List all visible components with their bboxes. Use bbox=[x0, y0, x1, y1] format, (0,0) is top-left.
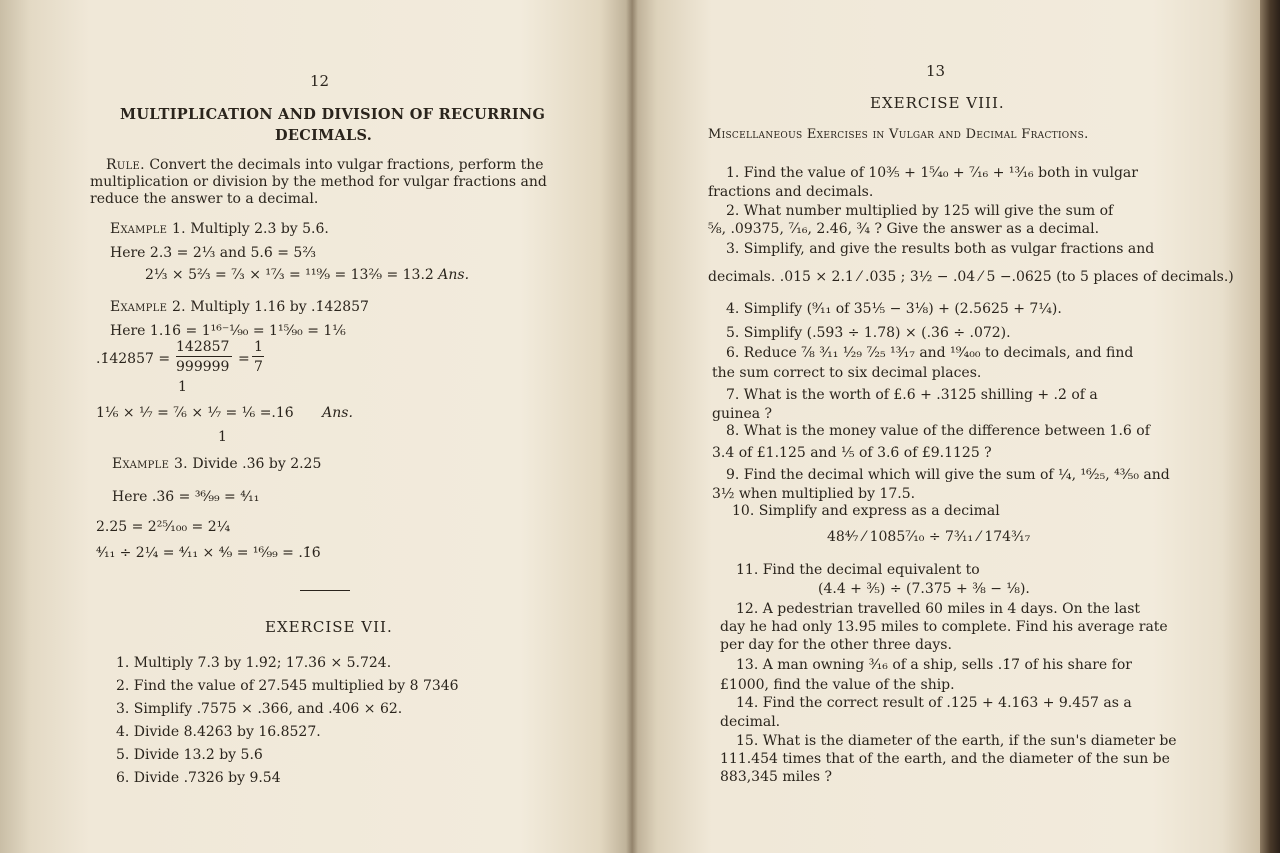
example2-equals: = bbox=[238, 351, 250, 367]
exercise-vii-item: 3. Simplify .7̇57̇5 × .36̇6, and .40̇6 × 62. bbox=[116, 701, 403, 717]
exercise-viii-line: 5. Simplify (.593̇ ÷ 1.78) × (.3̇6̇ ÷ .072). bbox=[726, 325, 1011, 341]
example1-line2 bbox=[145, 266, 469, 284]
example2-heading bbox=[110, 298, 369, 316]
exercise-viii-line: 111.454 times that of the earth, and the diameter of the sun be bbox=[720, 751, 1170, 767]
exercise-viii-line: fractions and decimals. bbox=[708, 184, 874, 200]
exercise-viii-line: 3½ when multiplied by 17.5. bbox=[712, 486, 916, 502]
example3-label: Example 3. bbox=[112, 456, 188, 472]
example2-label: Example 2. bbox=[110, 299, 186, 315]
example3-line2: 2.25 = 2²⁵⁄₁₀₀ = 2¼ bbox=[96, 519, 231, 535]
exercise-viii-line: 7. What is the worth of £.6 + .3125 shilling + .2̇ of a bbox=[726, 387, 1098, 403]
exercise-viii-line: 2. What number multiplied by 125 will give the sum of bbox=[726, 203, 1114, 219]
section-title-line2: DECIMALS. bbox=[275, 127, 373, 144]
exercise-viii-line: decimals. .015 × 2.1 ⁄ .035 ; 3½ − .04 ⁄ 5 −.0625 (to 5 places of decimals.) bbox=[708, 269, 1234, 285]
exercise-viii-line: 13. A man owning ³⁄₁₆ of a ship, sells .1̇7̇ of his share for bbox=[736, 657, 1132, 673]
exercise-viii-line: ⅝, .09375, ⁷⁄₁₆, 2.46, ¾ ? Give the answer as a decimal. bbox=[708, 221, 1100, 237]
exercise-viii-line: 11. Find the decimal equivalent to bbox=[736, 562, 980, 578]
example3-text: Divide .3̇6̇ by 2.25 bbox=[192, 456, 322, 472]
rule-line-2: multiplication or division by the method for vulgar fractions and bbox=[90, 174, 547, 190]
exercise-viii-line: (4.4 + ⅗) ÷ (7.375 + ⅜ − ⅛). bbox=[818, 581, 1030, 597]
exercise-viii-line: 9. Find the decimal which will give the sum of ¼, ¹⁶⁄₂₅, ⁴³⁄₅₀ and bbox=[726, 467, 1170, 483]
exercise-viii-line: 8. What is the money value of the difference between 1.6 of bbox=[726, 423, 1150, 439]
example1-ans: Ans. bbox=[438, 267, 470, 283]
exercise-viii-line: the sum correct to six decimal places. bbox=[712, 365, 982, 381]
exercise-vii-item: 2. Find the value of 27.54̇5̇ multiplied by 8 734̇6̇ bbox=[116, 678, 459, 694]
exercise-viii-line: 4. Simplify (⁹⁄₁₁ of 35⅕ − 3⅛) + (2.5625 + 7¼). bbox=[726, 301, 1062, 317]
exercise-viii-line: 1. Find the value of 10⅗ + 1⁵⁄₄₀ + ⁷⁄₁₆ + ¹³⁄₁₆ both in vulgar bbox=[726, 165, 1138, 181]
exercise-viii-line: 3.4 of £1.125 and ⅕ of 3.6̇ of £9.1125 ? bbox=[712, 445, 992, 461]
example2-text: Multiply 1.16̇ by .1̇42857̇ bbox=[190, 299, 369, 315]
example3-line1: Here .3̇6̇ = ³⁶⁄₉₉ = ⁴⁄₁₁ bbox=[112, 489, 260, 505]
exercise-viii-line: per day for the other three days. bbox=[720, 637, 952, 653]
example1-label: Example 1. bbox=[110, 221, 186, 237]
exercise-viii-line: 883,345 miles ? bbox=[720, 769, 832, 785]
example1-line1: Here 2.3̇ = 2⅓ and 5.6̇ = 5⅔ bbox=[110, 245, 316, 261]
exercise-vii-item: 6. Divide .73̇2̇6 by 9.5̇4̇ bbox=[116, 770, 281, 786]
book-edge bbox=[1260, 0, 1280, 853]
exercise-vii-item: 1. Multiply 7.3̇ by 1.9̇2̇; 17.3̇6 × 5.72̇4. bbox=[116, 655, 392, 671]
exercise-viii-line: 14. Find the correct result of .12̇5 + 4.16̇3 + 9.457 as a bbox=[736, 695, 1132, 711]
page-number: 13 bbox=[926, 62, 946, 80]
rule-line-3: reduce the answer to a decimal. bbox=[90, 191, 319, 207]
right-page bbox=[632, 0, 1260, 853]
exercise-vii-item: 4. Divide 8.426̇3̇ by 16.852̇7̇. bbox=[116, 724, 321, 740]
fraction-bar bbox=[252, 356, 264, 357]
example1-heading bbox=[110, 220, 329, 238]
example1-text: Multiply 2.3̇ by 5.6̇. bbox=[190, 221, 329, 237]
example2-line3 bbox=[96, 404, 353, 422]
exercise-viii-line: 15. What is the diameter of the earth, if the sun's diameter be bbox=[736, 733, 1177, 749]
exercise-vii-item: 5. Divide 13.2̇ by 5.6̇ bbox=[116, 747, 263, 763]
section-title-line1: MULTIPLICATION AND DIVISION OF RECURRING bbox=[120, 106, 546, 123]
example2-working: 1⅙ × ¹⁄₇ = ⁷⁄₆ × ¹⁄₇ = ¹⁄₆ =.16̇ bbox=[96, 405, 294, 421]
exercise-viii-line: 12. A pedestrian travelled 60 miles in 4 days. On the last bbox=[736, 601, 1141, 617]
example2-result-denominator: 7 bbox=[254, 359, 263, 375]
example2-frac-denominator: 999999 bbox=[176, 359, 230, 375]
example2-result-numerator: 1 bbox=[254, 339, 263, 355]
example3-line3: ⁴⁄₁₁ ÷ 2¼ = ⁴⁄₁₁ × ⁴⁄₉ = ¹⁶⁄₉₉ = .1̇6̇ bbox=[96, 545, 321, 561]
exercise-viii-line: guinea ? bbox=[712, 406, 773, 422]
exercise-viii-line: £1000, find the value of the ship. bbox=[720, 677, 955, 693]
exercise-viii-line: 6. Reduce ⅞ ³⁄₁₁ ¹⁄₂₉ ⁷⁄₂₅ ¹³⁄₁₇ and ¹⁹⁄₄₀₀ to decimals, and find bbox=[726, 345, 1134, 361]
example1-working: 2⅓ × 5⅔ = ⁷⁄₃ × ¹⁷⁄₃ = ¹¹⁹⁄₉ = 13²⁄₉ = 13.2̇ bbox=[145, 267, 434, 283]
exercise-viii-line: 3. Simplify, and give the results both as vulgar fractions and bbox=[726, 241, 1155, 257]
book-spine bbox=[626, 0, 638, 853]
exercise-viii-line: 10. Simplify and express as a decimal bbox=[732, 503, 1000, 519]
example2-line1: Here 1.16̇ = 1¹⁶⁻¹⁄₉₀ = 1¹⁵⁄₉₀ = 1⅙ bbox=[110, 323, 346, 339]
rule-line-1 bbox=[106, 156, 544, 174]
example3-heading bbox=[112, 455, 321, 473]
exercise-viii-line: day he had only 13.95 miles to complete. Find his average rate bbox=[720, 619, 1168, 635]
rule-text-1: Convert the decimals into vulgar fractions, perform the bbox=[149, 157, 544, 173]
page-number: 12 bbox=[310, 72, 330, 90]
example2-cancel-bottom: 1 bbox=[218, 429, 227, 445]
left-page bbox=[0, 0, 632, 853]
example2-cancel-top: 1 bbox=[178, 379, 187, 395]
exercise-viii-title: EXERCISE VIII. bbox=[870, 94, 1005, 112]
exercise-viii-line: decimal. bbox=[720, 714, 781, 730]
example2-ans: Ans. bbox=[322, 405, 353, 421]
exercise-vii-title: EXERCISE VII. bbox=[265, 618, 393, 636]
example2-line2-left: .1̇42857̇ = bbox=[96, 351, 171, 367]
rule-label: Rule. bbox=[106, 157, 145, 173]
exercise-viii-line: 48⁴⁄₇ ⁄ 1085⁷⁄₁₀ ÷ 7³⁄₁₁ ⁄ 174³⁄₁₇ bbox=[827, 529, 1031, 545]
section-divider bbox=[300, 590, 350, 591]
exercise-viii-subtitle: Miscellaneous Exercises in Vulgar and Decimal Fractions. bbox=[708, 127, 1089, 142]
fraction-bar bbox=[176, 356, 232, 357]
example2-frac-numerator: 142857 bbox=[176, 339, 230, 355]
